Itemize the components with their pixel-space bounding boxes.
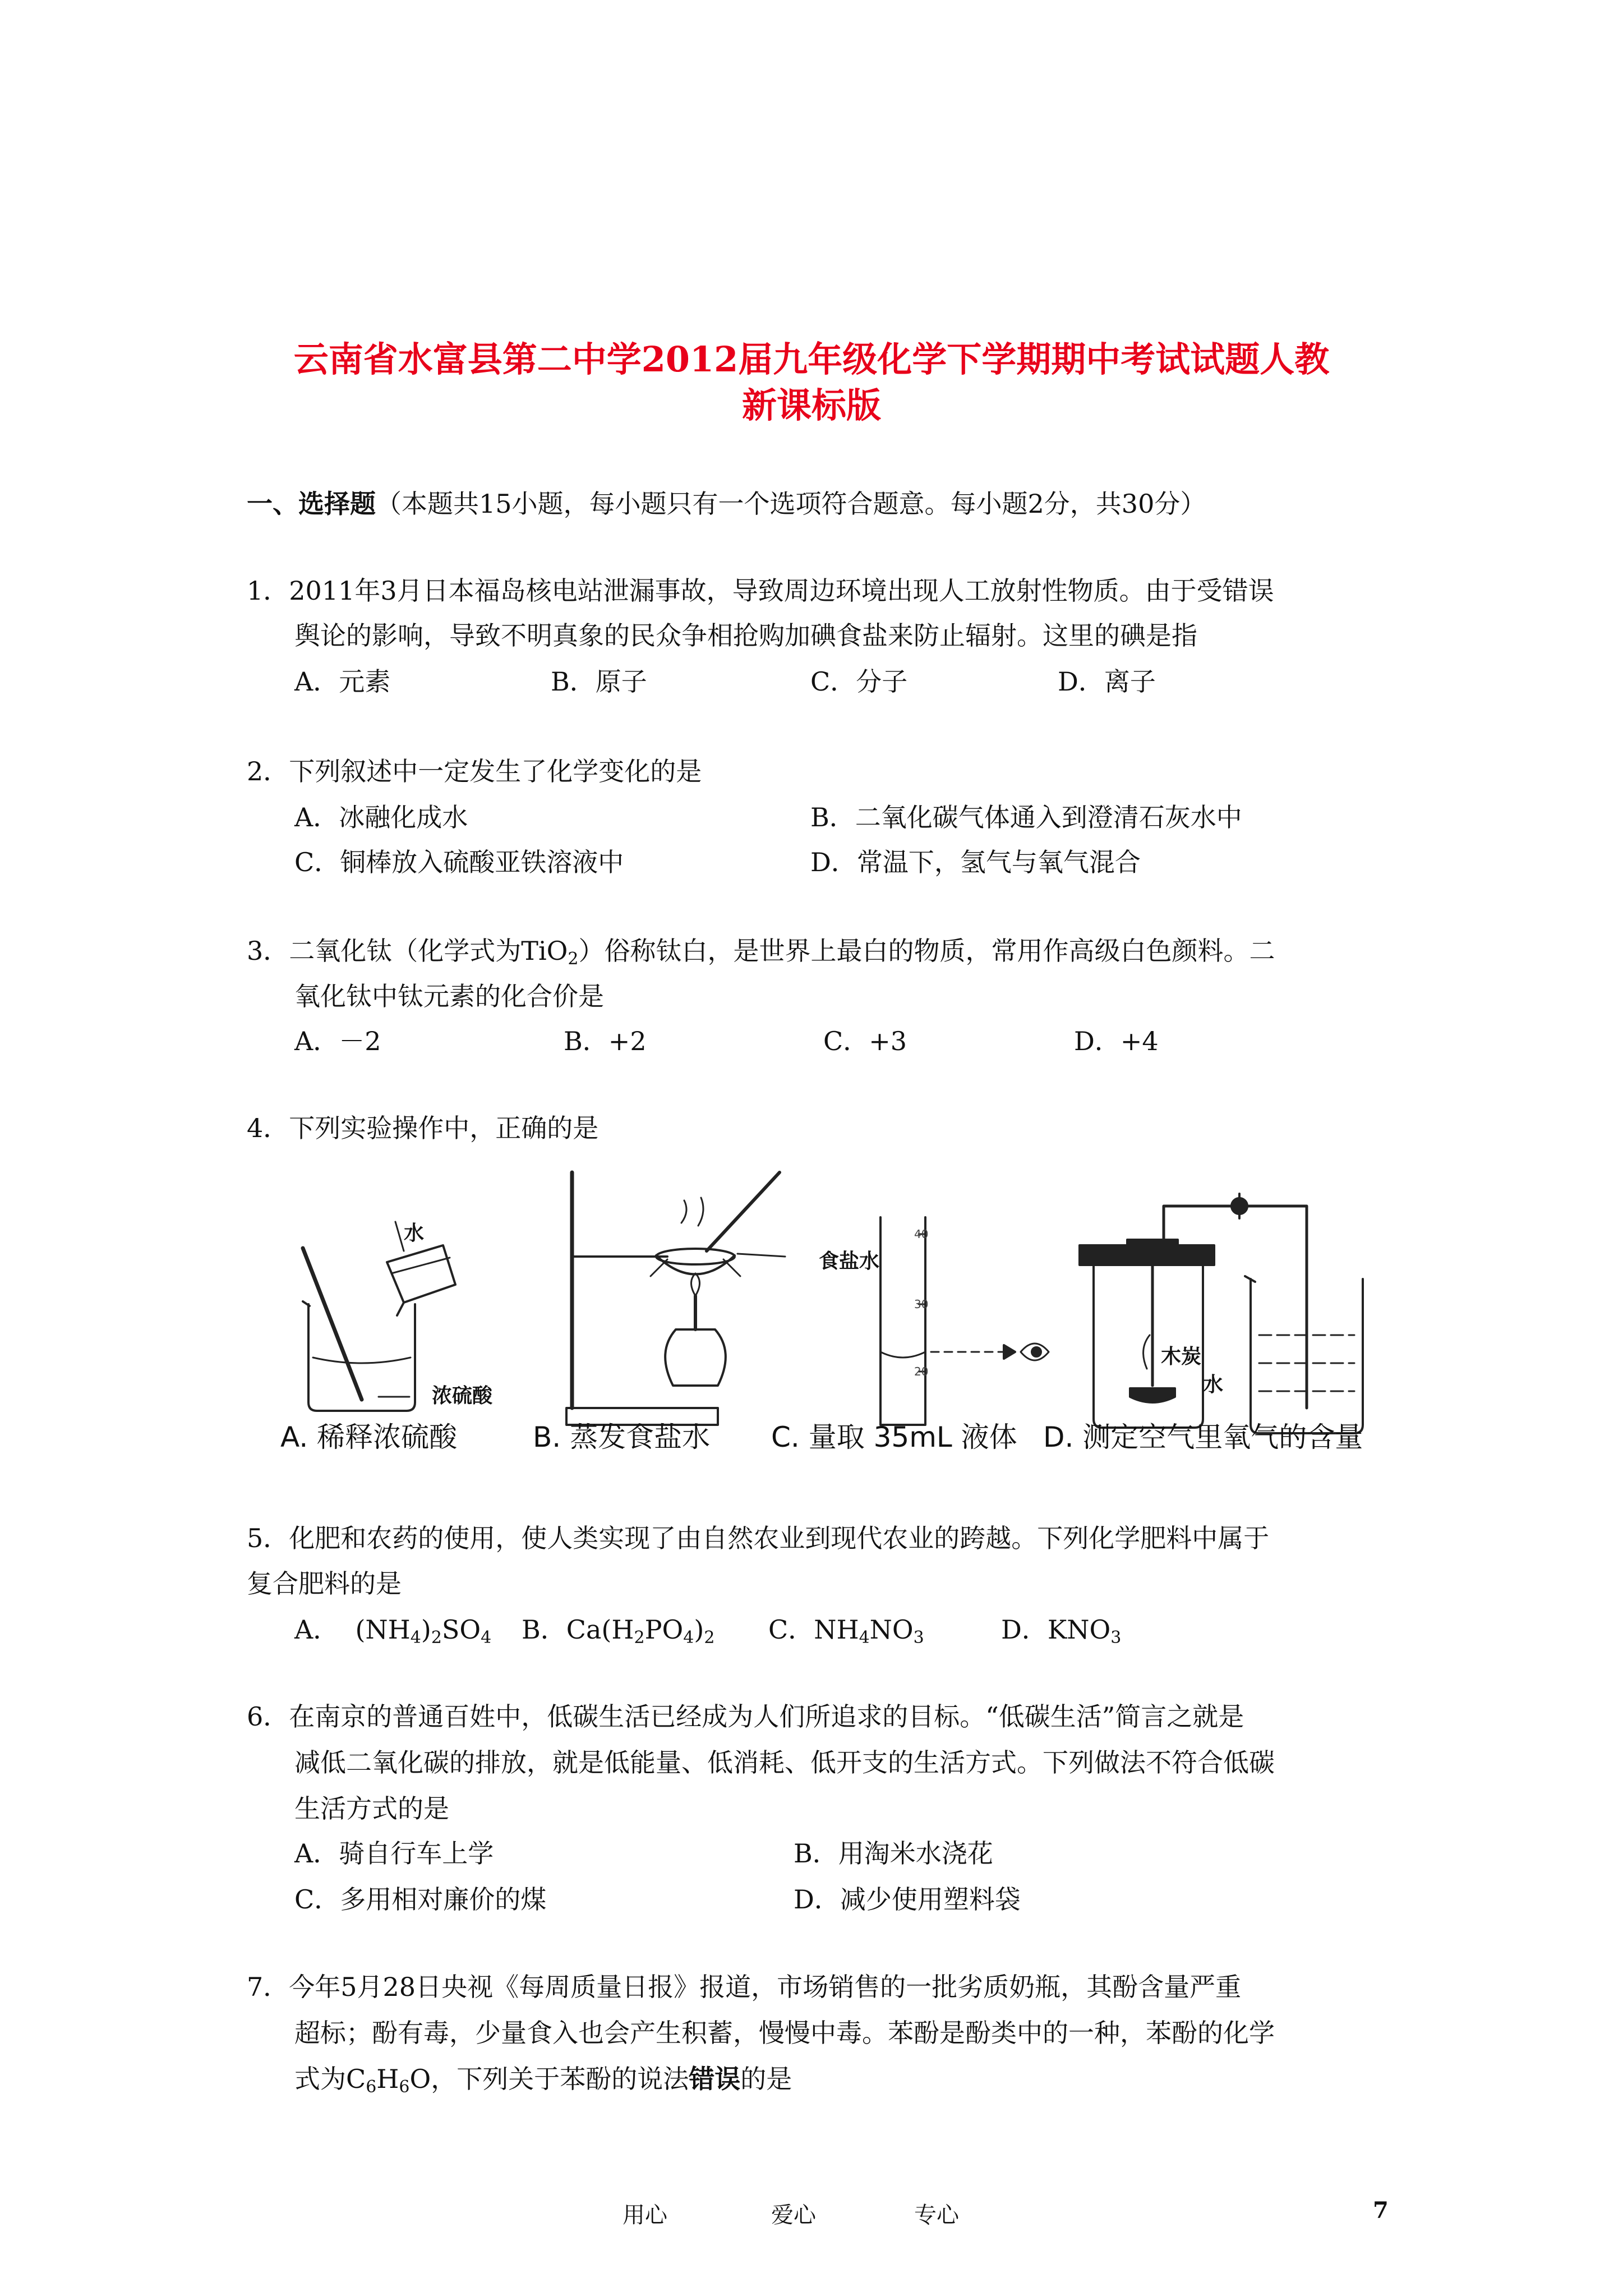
q1-option-c: C．分子 xyxy=(810,666,908,697)
figure-label-b: B. 蒸发食盐水 xyxy=(533,1421,711,1453)
q1-option-a: A．元素 xyxy=(294,666,391,697)
cylinder-tick-30: 30 xyxy=(914,1297,929,1311)
label-salt-water: 食盐水 xyxy=(819,1250,880,1273)
figure-label-c: C. 量取 35mL 液体 xyxy=(771,1421,1017,1453)
q6-option-c: C．多用相对廉价的煤 xyxy=(294,1884,547,1915)
figure-b-evaporation-diagram xyxy=(566,1172,785,1425)
q1-stem-line2: 舆论的影响，导致不明真象的民众争相抢购加碘食盐来防止辐射。这里的碘是指 xyxy=(294,620,1197,651)
q5-option-c: C．$NH_4NO_3$ xyxy=(768,1614,924,1648)
q6-stem-line3: 生活方式的是 xyxy=(294,1793,449,1824)
q5-stem-line1: 5．化肥和农药的使用，使人类实现了由自然农业到现代农业的跨越。下列化学肥料中属于 xyxy=(247,1523,1270,1553)
q2-option-c: C．铜棒放入硫酸亚铁溶液中 xyxy=(294,847,624,877)
q2-option-d: D．常温下，氢气与氧气混合 xyxy=(810,847,1141,877)
q3-stem-line1 xyxy=(247,934,1275,968)
figure-label-a: A. 稀释浓硫酸 xyxy=(280,1421,458,1453)
label-water-2: 水 xyxy=(1203,1373,1224,1396)
q7-stem-line2: 超标；酚有毒，少量食入也会产生积蓄，慢慢中毒。苯酚是酚类中的一种，苯酚的化学 xyxy=(294,2018,1275,2048)
q7-sub-c: 6 xyxy=(366,2077,377,2097)
q6-stem-line1: 6．在南京的普通百姓中，低碳生活已经成为人们所追求的目标。“低碳生活”简言之就是 xyxy=(247,1701,1244,1732)
label-water: 水 xyxy=(404,1222,425,1245)
q3-option-c: C．+3 xyxy=(823,1026,907,1056)
document-title-line2: 新课标版 xyxy=(741,385,881,426)
q3-subscript: 2 xyxy=(568,949,579,969)
page-number: 7 xyxy=(1373,2197,1389,2224)
q7-sub-h: 6 xyxy=(399,2077,410,2097)
q3-option-d: D．+4 xyxy=(1074,1026,1159,1056)
figure-c-cylinder-diagram xyxy=(880,1217,1049,1425)
q6-option-a: A．骑自行车上学 xyxy=(294,1838,494,1869)
q7-stem-line1: 7．今年5月28日央视《每周质量日报》报道，市场销售的一批劣质奶瓶，其酚含量严重 xyxy=(247,1972,1242,2002)
q5-option-d: D．$KNO_3$ xyxy=(1001,1614,1122,1648)
section-description: （本题共15小题，每小题只有一个选项符合题意。每小题2分，共30分） xyxy=(376,489,1206,519)
q7-formula-h: H xyxy=(376,2064,399,2094)
q3-option-b: B．+2 xyxy=(564,1026,647,1056)
q4-stem: 4．下列实验操作中，正确的是 xyxy=(247,1113,599,1143)
figure-label-d: D. 测定空气里氧气的含量 xyxy=(1043,1421,1363,1453)
q2-option-a: A．冰融化成水 xyxy=(294,802,468,832)
q6-stem-line2: 减低二氧化碳的排放，就是低能量、低消耗、低开支的生活方式。下列做法不符合低碳 xyxy=(294,1747,1275,1778)
q3-stem-line2: 氧化钛中钛元素的化合价是 xyxy=(294,981,604,1011)
document-title-line1: 云南省水富县第二中学2012届九年级化学下学期期中考试试题人教 xyxy=(293,339,1330,380)
section-head-label: 一、选择题 xyxy=(247,489,376,519)
q6-option-d: D．减少使用塑料袋 xyxy=(794,1884,1021,1915)
q3-stem-part2: ）俗称钛白，是世界上最白的物质，常用作高级白色颜料。二 xyxy=(578,936,1275,966)
cylinder-tick-40: 40 xyxy=(914,1227,929,1241)
q6-option-b: B．用淘米水浇花 xyxy=(794,1838,993,1869)
label-concentrated-acid: 浓硫酸 xyxy=(432,1384,493,1407)
q7-stem-mid: O，下列关于苯酚的说法 xyxy=(409,2064,689,2094)
q1-stem-line1: 1．2011年3月日本福岛核电站泄漏事故，导致周边环境出现人工放射性物质。由于受错误 xyxy=(247,576,1274,606)
q5-option-b: B．$Ca(H_2PO_4)_2$ xyxy=(522,1614,715,1648)
q7-formula-prefix: 式为C xyxy=(294,2064,366,2094)
q7-emphasis: 错误 xyxy=(689,2064,741,2094)
q3-stem-part1: 3．二氧化钛（化学式为TiO xyxy=(247,936,568,966)
cylinder-tick-20: 20 xyxy=(914,1365,929,1378)
footer-motto-3: 专心 xyxy=(914,2202,959,2228)
q1-option-b: B．原子 xyxy=(551,666,647,697)
q7-stem-end: 的是 xyxy=(740,2064,792,2094)
footer-motto-1: 用心 xyxy=(623,2202,667,2228)
q2-stem: 2．下列叙述中一定发生了化学变化的是 xyxy=(247,756,702,786)
q5-option-a: A． $(NH_4)_2SO_4$ xyxy=(294,1614,492,1648)
section-heading xyxy=(247,487,1206,521)
q3-option-a: A．－2 xyxy=(294,1026,381,1056)
q2-option-b: B．二氧化碳气体通入到澄清石灰水中 xyxy=(810,802,1242,832)
label-charcoal: 木炭 xyxy=(1161,1345,1202,1368)
q5-stem-line2: 复合肥料的是 xyxy=(247,1568,402,1599)
q1-option-d: D．离子 xyxy=(1058,666,1156,697)
q7-stem-line3 xyxy=(294,2062,792,2096)
footer-motto-2: 爱心 xyxy=(771,2202,816,2228)
